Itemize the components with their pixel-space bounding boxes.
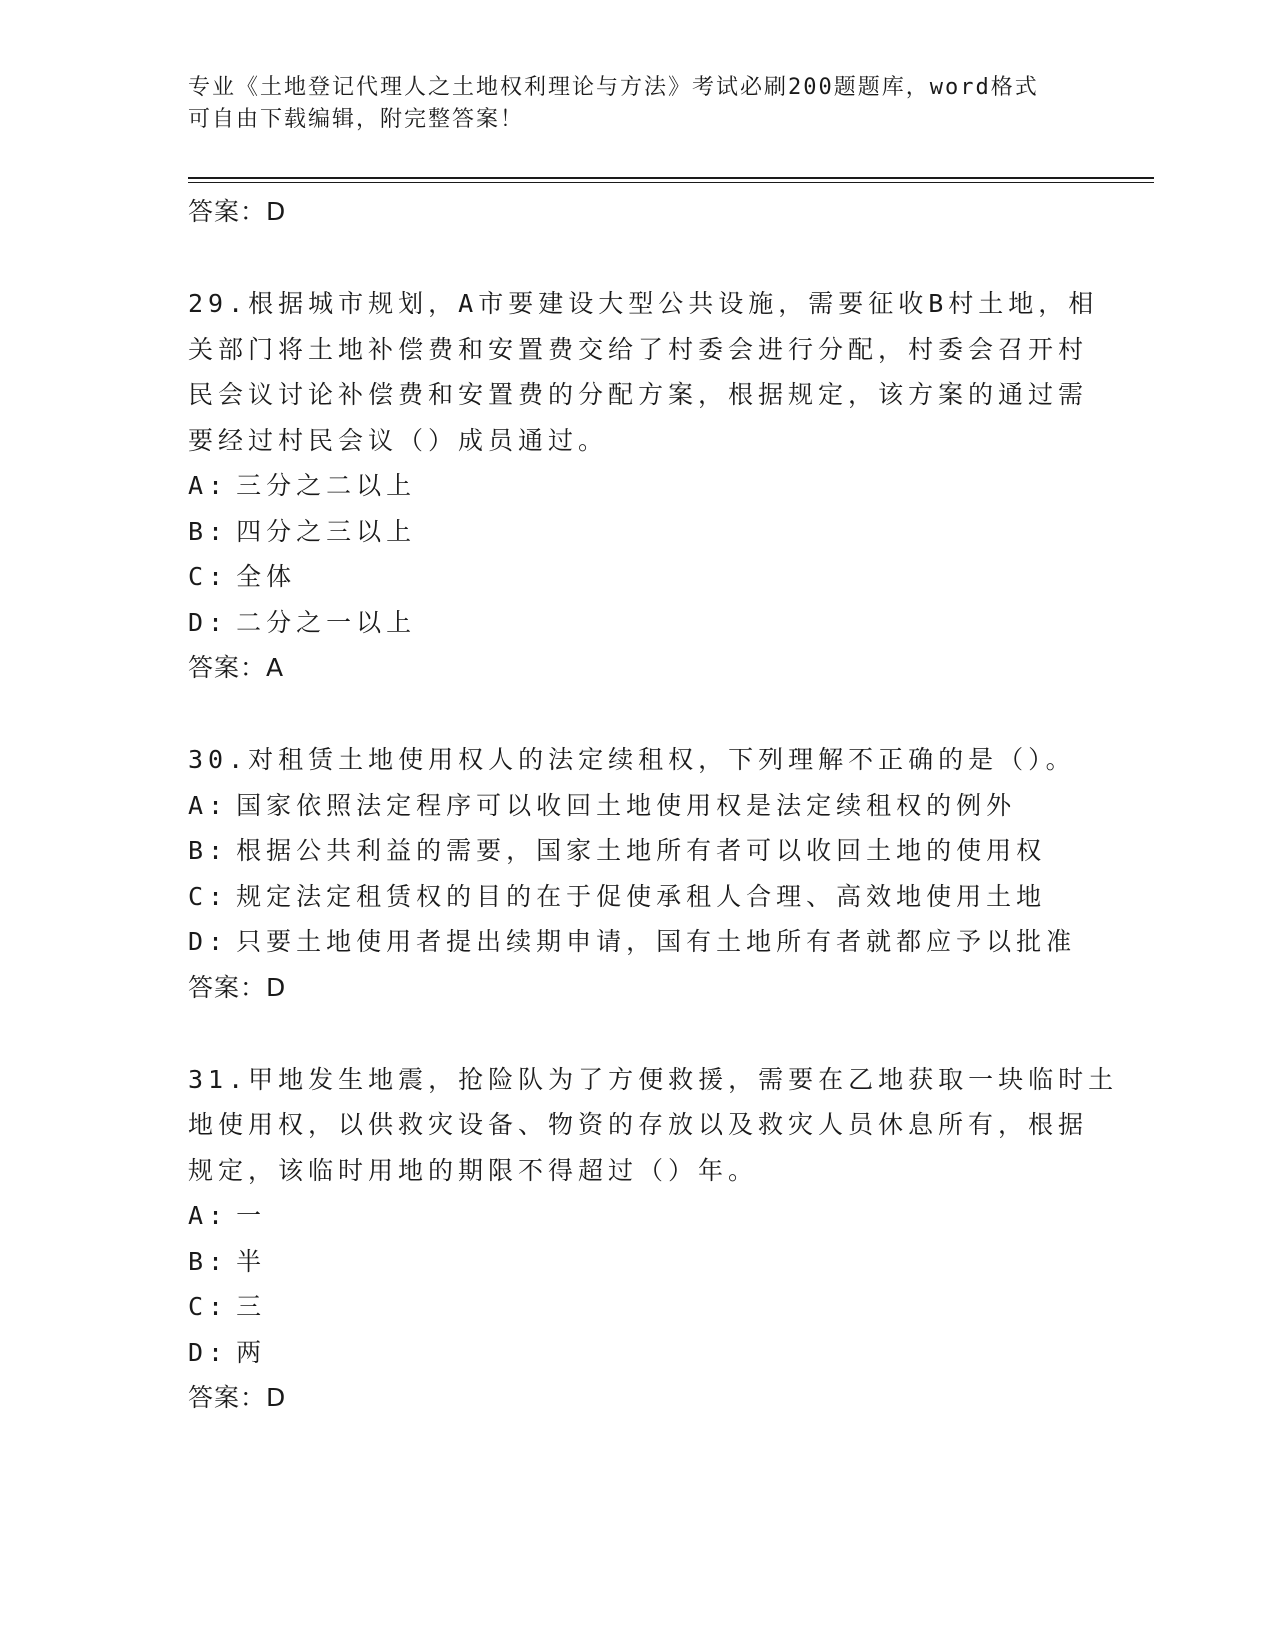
stem-line: 30.对租赁土地使用权人的法定续租权，下列理解不正确的是（）。 bbox=[188, 745, 1076, 774]
option-text: 三 bbox=[236, 1292, 267, 1321]
question-list bbox=[188, 189, 1119, 1421]
question-stem bbox=[188, 1057, 1119, 1194]
stem-line: 关部门将土地补偿费和安置费交给了村委会进行分配，村委会召开村 bbox=[188, 334, 1089, 364]
option-label: C: bbox=[188, 881, 229, 911]
option-label: A: bbox=[188, 471, 229, 500]
option-b bbox=[188, 509, 1078, 555]
document-header bbox=[188, 72, 1068, 136]
option-a bbox=[188, 463, 1078, 509]
header-line-2: 可自由下载编辑，附完整答案！ bbox=[188, 107, 525, 132]
stem-line: 规定，该临时用地的期限不得超过（）年。 bbox=[188, 1155, 759, 1185]
option-c bbox=[188, 1284, 1078, 1330]
question-stem bbox=[188, 281, 1099, 463]
header-line-1: 专业《土地登记代理人之土地权利理论与方法》考试必刷200题题库，word格式 bbox=[188, 75, 1039, 100]
option-label: D: bbox=[188, 607, 229, 637]
option-c bbox=[188, 874, 1078, 920]
answer-31: 答案：D bbox=[188, 1383, 287, 1412]
previous-answer: 答案：D bbox=[188, 197, 287, 226]
option-b bbox=[188, 828, 1078, 874]
question-31 bbox=[188, 1057, 1119, 1422]
question-30 bbox=[188, 737, 1078, 1011]
stem-line: 民会议讨论补偿费和安置费的分配方案，根据规定，该方案的通过需 bbox=[188, 380, 1089, 409]
header-divider-thick bbox=[188, 177, 1154, 179]
question-29 bbox=[188, 281, 1099, 691]
option-label: D: bbox=[188, 1337, 229, 1367]
header-divider-thin bbox=[188, 182, 1154, 183]
option-text: 两 bbox=[236, 1337, 267, 1367]
stem-line: 要经过村民会议（）成员通过。 bbox=[188, 425, 609, 455]
option-text: 二分之一以上 bbox=[236, 607, 417, 637]
option-d bbox=[188, 1330, 1078, 1376]
stem-line: 31.甲地发生地震，抢险队为了方便救援，需要在乙地获取一块临时土 bbox=[188, 1064, 1119, 1094]
option-d bbox=[188, 600, 1078, 646]
answer-29: 答案：A bbox=[188, 653, 285, 682]
option-text: 四分之三以上 bbox=[236, 516, 417, 546]
option-a bbox=[188, 1193, 1078, 1239]
option-label: B: bbox=[188, 516, 229, 546]
option-text: 国家依照法定程序可以收回土地使用权是法定续租权的例外 bbox=[236, 790, 1017, 820]
option-text: 全体 bbox=[236, 562, 297, 591]
option-label: B: bbox=[188, 1246, 229, 1276]
option-label: D: bbox=[188, 927, 229, 956]
option-text: 根据公共利益的需要，国家土地所有者可以收回土地的使用权 bbox=[236, 836, 1047, 865]
option-label: A: bbox=[188, 790, 229, 820]
option-text: 规定法定租赁权的目的在于促使承租人合理、高效地使用土地 bbox=[236, 881, 1047, 911]
question-stem bbox=[188, 737, 1078, 783]
stem-line: 29.根据城市规划，A市要建设大型公共设施，需要征收B村土地，相 bbox=[188, 289, 1099, 318]
option-text: 只要土地使用者提出续期申请，国有土地所有者就都应予以批准 bbox=[236, 927, 1077, 956]
option-label: A: bbox=[188, 1201, 229, 1230]
option-a bbox=[188, 783, 1078, 829]
option-d bbox=[188, 919, 1078, 965]
option-label: C: bbox=[188, 562, 229, 591]
option-text: 一 bbox=[236, 1201, 267, 1230]
stem-line: 地使用权，以供救灾设备、物资的存放以及救灾人员休息所有，根据 bbox=[188, 1110, 1089, 1139]
option-label: C: bbox=[188, 1292, 229, 1321]
option-b bbox=[188, 1239, 1078, 1285]
answer-30: 答案：D bbox=[188, 972, 287, 1002]
option-text: 半 bbox=[236, 1246, 267, 1276]
option-label: B: bbox=[188, 836, 229, 865]
option-c bbox=[188, 554, 1078, 600]
option-text: 三分之二以上 bbox=[236, 471, 417, 500]
